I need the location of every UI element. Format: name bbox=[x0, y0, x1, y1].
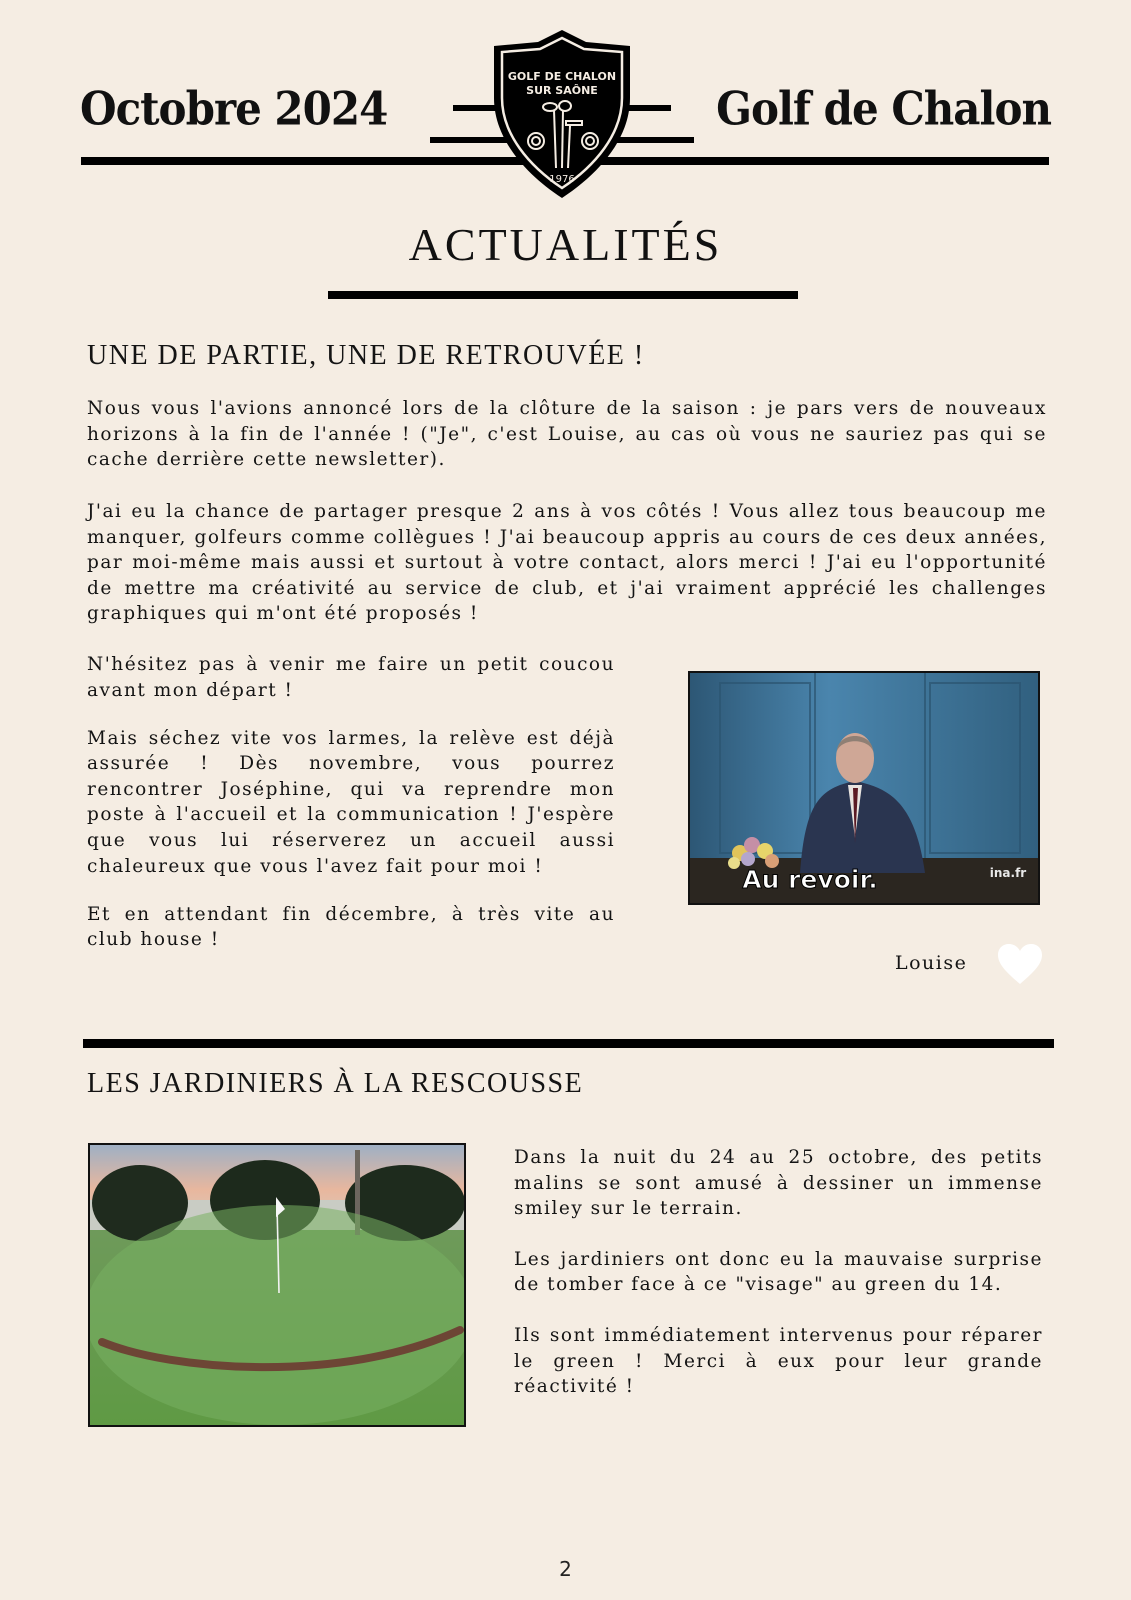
heart-icon bbox=[996, 942, 1044, 986]
newsletter-date: Octobre 2024 bbox=[80, 81, 388, 136]
title-underline bbox=[328, 291, 798, 299]
paragraph: Les jardiniers ont donc eu la mauvaise surprise de tomber face à ce "visage" au green du 14. bbox=[514, 1248, 1043, 1296]
page-number: 2 bbox=[559, 1557, 572, 1581]
section-divider bbox=[83, 1039, 1054, 1048]
section-title: UNE DE PARTIE, UNE DE RETROUVÉE ! bbox=[87, 340, 645, 371]
paragraph: Ils sont immédiatement intervenus pour réparer le green ! Merci à eux pour leur grande réactivité ! bbox=[514, 1324, 1043, 1398]
image-caption: Au revoir. bbox=[742, 865, 878, 894]
paragraph: N'hésitez pas à venir me faire un petit coucou avant mon départ ! bbox=[87, 654, 615, 701]
logo-line2: SUR SAÔNE bbox=[526, 84, 598, 97]
logo-year: 1976 bbox=[549, 174, 575, 185]
farewell-image bbox=[688, 671, 1040, 905]
page-title: ACTUALITÉS bbox=[408, 219, 723, 270]
paragraph: Mais séchez vite vos larmes, la relève est déjà assurée ! Dès novembre, vous pourrez rencontrer Joséphine, qui va reprendre mon poste à l'accueil et la communication ! J'espère que vous lui réserverez un accueil aussi chaleureux que vous l'avez fait pour moi ! bbox=[87, 727, 615, 877]
image-watermark: ina.fr bbox=[989, 866, 1027, 880]
paragraph: Nous vous l'avions annoncé lors de la clôture de la saison : je pars vers de nouveaux horizons à la fin de l'année ! ("Je", c'est Louise, au cas où vous ne sauriez pas qui se cache derrière cette newsletter). bbox=[87, 398, 1047, 471]
section-title: LES JARDINIERS À LA RESCOUSSE bbox=[87, 1068, 584, 1099]
paragraph: Et en attendant fin décembre, à très vite au club house ! bbox=[87, 903, 615, 951]
signature: Louise bbox=[895, 952, 968, 974]
logo-line1: GOLF DE CHALON bbox=[507, 70, 617, 83]
golf-club-crest-icon bbox=[490, 28, 634, 200]
club-name: Golf de Chalon bbox=[716, 81, 1051, 136]
right-text-column bbox=[514, 1145, 1043, 1425]
paragraph: J'ai eu la chance de partager presque 2 ans à vos côtés ! Vous allez tous beaucoup me manquer, golfeurs comme collègues ! J'ai beaucoup appris au cours de ces deux années, par moi-même mais aussi et surtout à votre contact, alors merci ! J'ai eu l'opportunité de mettre ma créativité au service de club, et j'ai vraiment apprécié les challenges graphiques qui m'ont été proposés ! bbox=[87, 501, 1047, 625]
paragraph: Dans la nuit du 24 au 25 octobre, des petits malins se sont amusé à dessiner un immense smiley sur le terrain. bbox=[514, 1147, 1043, 1220]
golf-green-photo bbox=[88, 1143, 466, 1427]
left-text-column bbox=[87, 652, 615, 975]
